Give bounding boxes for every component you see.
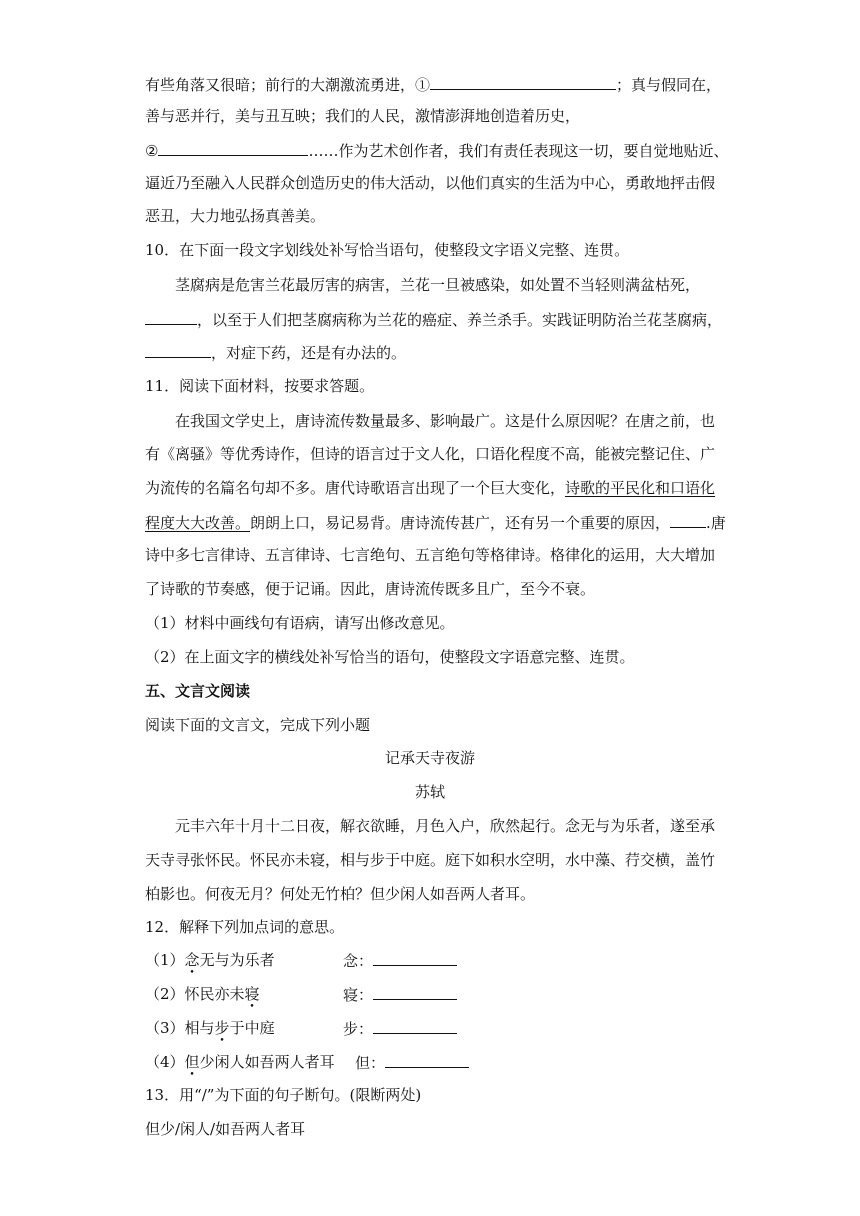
q11-para-4 [145, 512, 726, 533]
q12-label: 步： [343, 1020, 374, 1038]
q13-title: 13．用“/”为下面的句子断句。(限断两处) [145, 1086, 422, 1104]
q12-text: 于中庭 [229, 1019, 275, 1037]
poem-title: 记承天寺夜游 [384, 749, 475, 767]
answer-blank-2[interactable] [158, 140, 308, 156]
section-heading: 五、文言文阅读 [145, 682, 251, 700]
dotted-word: 寝 [244, 985, 260, 1003]
q11-para-1: 在我国文学史上，唐诗流传数量最多、影响最广。这是什么原因呢？在唐之前，也 [175, 412, 716, 430]
q12-text: （1） [145, 951, 185, 969]
poem-author: 苏轼 [414, 783, 445, 801]
q12-item-1 [145, 950, 545, 970]
q10-para-3 [145, 342, 406, 363]
answer-blank-1[interactable] [430, 74, 616, 90]
q11-text: 朗朗上口，易记易背。唐诗流传甚广，还有另一个重要的原因， [250, 514, 671, 532]
answer-blank-3[interactable] [145, 309, 197, 325]
poem-para-3: 柏影也。何夜无月？何处无竹柏？但少闲人如吾两人者耳。 [145, 885, 536, 903]
q11-para-3 [145, 478, 715, 498]
q12-answer-4 [355, 1052, 469, 1073]
q12-item-2 [145, 984, 545, 1004]
dotted-word: 念 [184, 951, 200, 969]
q11-text: .唐 [706, 514, 726, 532]
dotted-word: 步 [214, 1019, 230, 1037]
q12-label: 念： [343, 952, 374, 970]
q12-label: 但： [355, 1054, 386, 1072]
answer-blank-5[interactable] [670, 512, 706, 528]
q10-title: 10．在下面一段文字划线处补写恰当语句，使整段文字语义完整、连贯。 [145, 241, 630, 259]
q9-text: 有些角落又很暗；前行的大潮激流勇进，① [145, 76, 431, 94]
q9-text: ② [145, 142, 159, 160]
q12-item-3 [145, 1018, 545, 1038]
q10-text: ，以至于人们把茎腐病称为兰花的癌症、养兰杀手。实践证明防治兰花茎腐病， [197, 311, 723, 329]
q10-para-1: 茎腐病是危害兰花最厉害的病害，兰花一旦被感染，如处置不当轻则满盆枯死， [175, 276, 701, 294]
q11-sub-1: （1）材料中画线句有语病，请写出修改意见。 [145, 614, 455, 632]
q12-text: （4） [145, 1053, 185, 1071]
q12-answer-2 [343, 984, 457, 1005]
answer-blank-9[interactable] [385, 1052, 469, 1068]
q9-line-2: 善与恶并行，美与丑互映；我们的人民，激情澎湃地创造着历史， [145, 107, 581, 125]
q11-para-6: 了诗歌的节奏感，便于记诵。因此，唐诗流传既多且广，至今不衰。 [145, 580, 596, 598]
q11-para-2: 有《离骚》等优秀诗作，但诗的语言过于文人化，口语化程度不高，能被完整记住、广 [145, 445, 716, 463]
q9-line-1 [145, 74, 721, 95]
answer-blank-6[interactable] [373, 950, 457, 966]
q9-line-5: 恶丑，大力地弘扬真善美。 [145, 207, 326, 225]
q12-title: 12．解释下列加点词的意思。 [145, 918, 345, 936]
q12-text: 少闲人如吾两人者耳 [199, 1053, 335, 1071]
dotted-word: 但 [184, 1053, 200, 1071]
q10-text: ，对症下药，还是有办法的。 [211, 344, 407, 362]
answer-blank-8[interactable] [373, 1018, 457, 1034]
q12-text: （3）相与 [145, 1019, 215, 1037]
q12-item-4 [145, 1052, 545, 1072]
q12-answer-3 [343, 1018, 457, 1039]
underlined-sentence: 诗歌的平民化和口语化 [565, 479, 716, 497]
q12-label: 寝： [343, 986, 374, 1004]
answer-blank-4[interactable] [145, 342, 211, 358]
q11-title: 11．阅读下面材料，按要求答题。 [145, 377, 375, 395]
poem-para-1: 元丰六年十月十二日夜，解衣欲睡，月色入户，欣然起行。念无与为乐者，遂至承 [175, 817, 716, 835]
q9-line-3 [145, 140, 728, 161]
q11-text: 为流传的名篇名句却不多。唐代诗歌语言出现了一个巨大变化， [145, 479, 566, 497]
q9-text: ……作为艺术创作者，我们有责任表现这一切，要自觉地贴近、 [308, 142, 729, 160]
q10-para-2 [145, 309, 722, 330]
q12-text: （2）怀民亦未 [145, 985, 245, 1003]
q13-sentence: 但少/闲人/如吾两人者耳 [145, 1120, 306, 1138]
q9-text: ；真与假同在， [616, 76, 722, 94]
q9-line-4: 逼近乃至融入人民群众创造历史的伟大活动，以他们真实的生活为中心，勇敢地抨击假 [145, 174, 716, 192]
instruction: 阅读下面的文言文，完成下列小题 [145, 716, 371, 734]
underlined-sentence: 程度大大改善。 [145, 514, 251, 532]
q11-sub-2: （2）在上面文字的横线处补写恰当的语句，使整段文字语意完整、连贯。 [145, 648, 635, 666]
answer-blank-7[interactable] [373, 984, 457, 1000]
q12-text: 无与为乐者 [199, 951, 275, 969]
poem-para-2: 天寺寻张怀民。怀民亦未寝，相与步于中庭。庭下如积水空明，水中藻、荇交横，盖竹 [145, 851, 716, 869]
q11-para-5: 诗中多七言律诗、五言律诗、七言绝句、五言绝句等格律诗。格律化的运用，大大增加 [145, 546, 716, 564]
q12-answer-1 [343, 950, 457, 971]
